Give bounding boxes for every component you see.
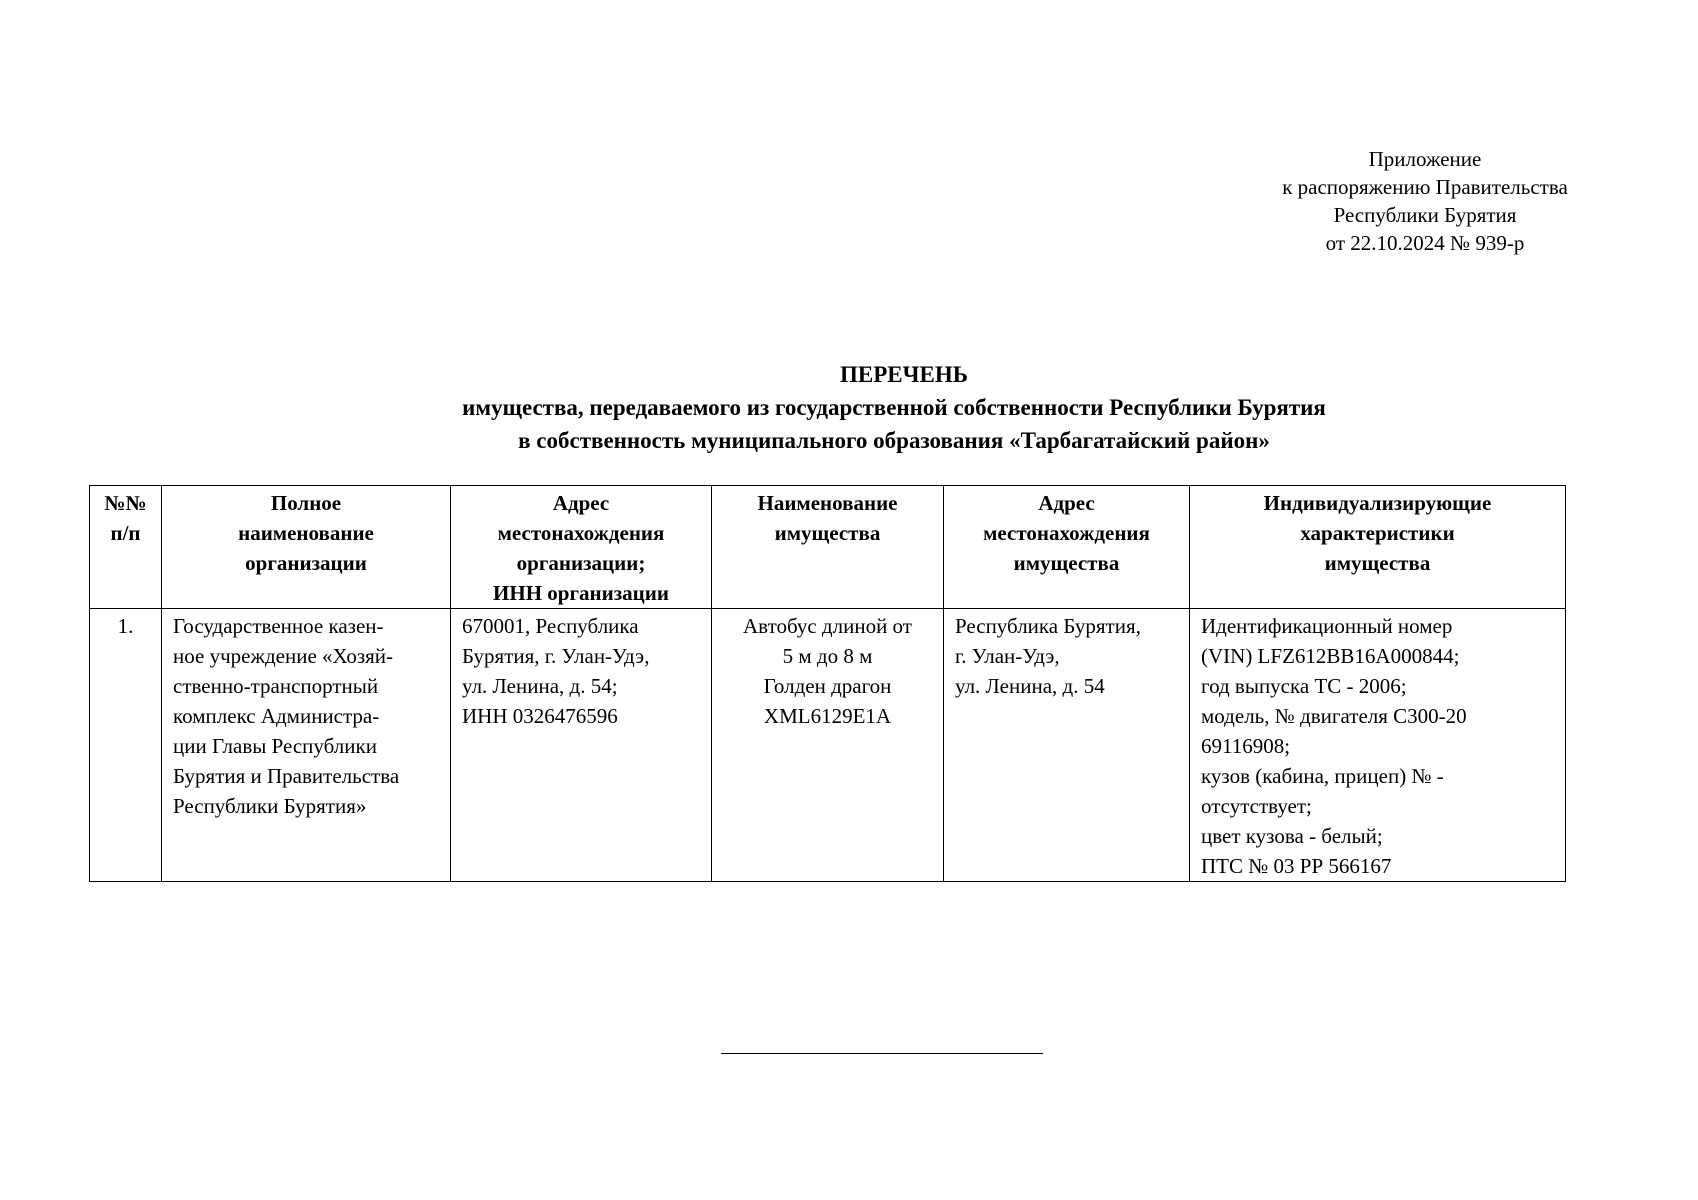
- appendix-line-4: от 22.10.2024 № 939-р: [1325, 231, 1525, 255]
- appendix-line-2: к распоряжению Правительства: [1282, 175, 1568, 199]
- appendix-line-3: Республики Бурятия: [1333, 203, 1517, 227]
- table-row: [90, 609, 1566, 882]
- table-header-row: [90, 486, 1566, 609]
- document-title: [0, 358, 1698, 457]
- header-number: №№ п/п: [90, 486, 162, 609]
- cell-property-address: Республика Бурятия, г. Улан-Удэ, ул. Ленина, д. 54: [944, 609, 1190, 882]
- title-line-3: в собственность муниципального образования «Тарбагатайский район»: [518, 428, 1270, 453]
- title-line-1: ПЕРЕЧЕНЬ: [840, 362, 968, 387]
- cell-characteristics: Идентификационный номер (VIN) LFZ612BB16A000844; год выпуска ТС - 2006; модель, № двигателя C300-20 69116908; кузов (кабина, прицеп) № - отсутствует; цвет кузова - белый; ПТС № 03 РР 566167: [1190, 609, 1566, 882]
- header-property-address: Адрес местонахождения имущества: [944, 486, 1190, 609]
- closing-separator-line: [721, 1053, 1043, 1054]
- header-org-address: Адрес местонахождения организации; ИНН организации: [451, 486, 712, 609]
- header-org-name: Полное наименование организации: [162, 486, 451, 609]
- appendix-line-1: Приложение: [1368, 147, 1482, 171]
- title-line-2: имущества, передаваемого из государственной собственности Республики Бурятия: [462, 395, 1326, 420]
- cell-org-name: Государственное казен- ное учреждение «Хозяй- ственно-транспортный комплекс Администра- ции Главы Республики Бурятия и Правительства Республики Бурятия»: [162, 609, 451, 882]
- cell-number: 1.: [90, 609, 162, 882]
- header-property-name: Наименование имущества: [712, 486, 944, 609]
- header-characteristics: Индивидуализирующие характеристики имущества: [1190, 486, 1566, 609]
- cell-org-address: 670001, Республика Бурятия, г. Улан-Удэ, ул. Ленина, д. 54; ИНН 0326476596: [451, 609, 712, 882]
- appendix-block: [1255, 145, 1595, 257]
- property-table: [89, 485, 1566, 882]
- cell-property-name: Автобус длиной от 5 м до 8 м Голден драгон XML6129E1A: [712, 609, 944, 882]
